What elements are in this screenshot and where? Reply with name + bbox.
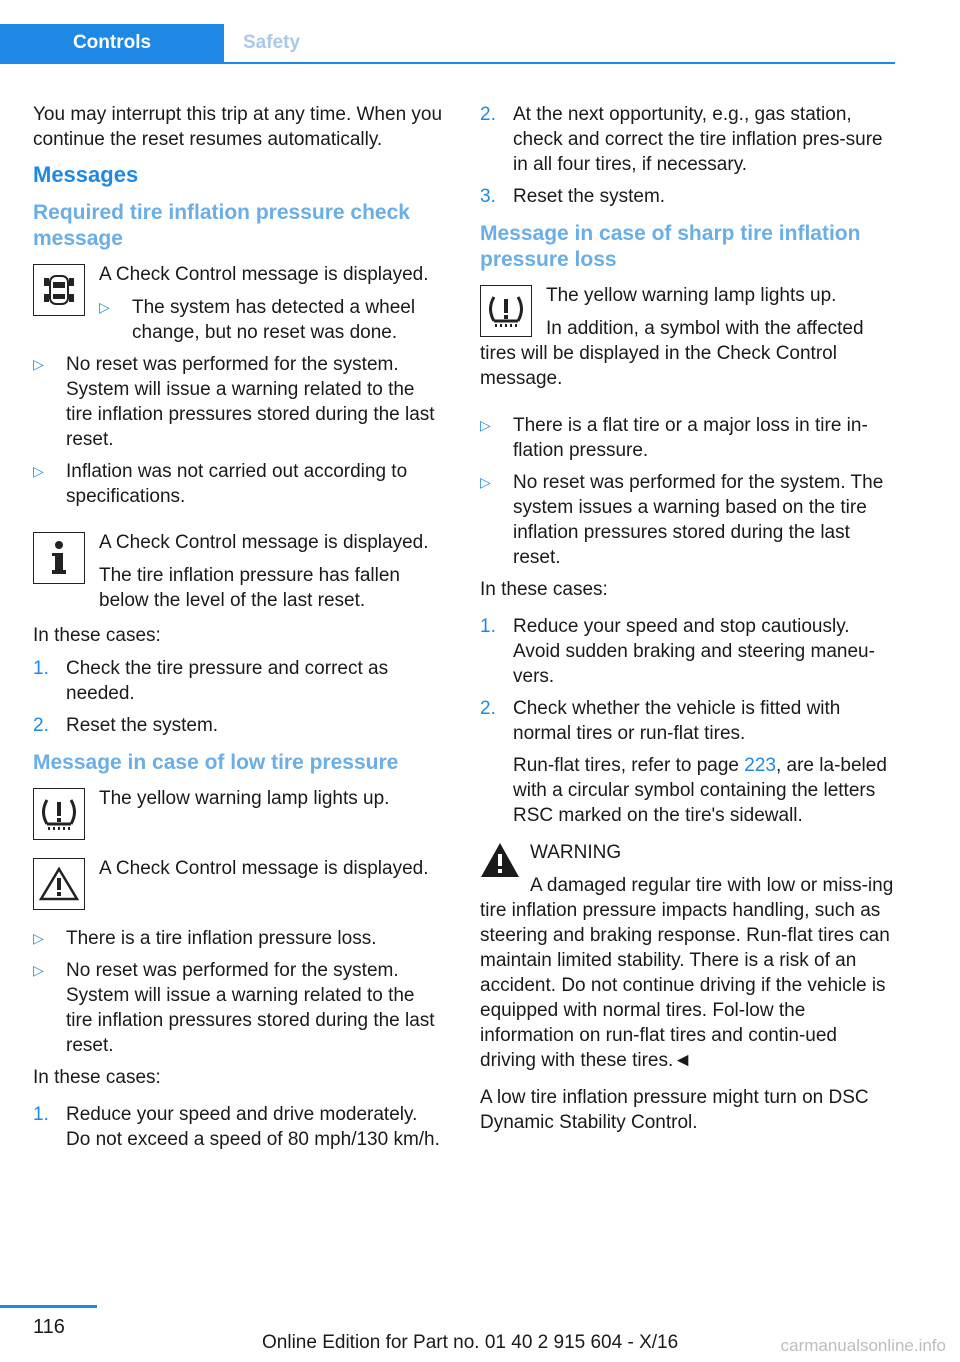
wheel-change-block (33, 262, 445, 345)
number-marker: 2. (480, 698, 496, 719)
cases-label: In these cases: (33, 1067, 161, 1088)
yellow-lamp-text: The yellow warning lamp lights up. (546, 285, 837, 306)
symbol-text: In addition, a symbol with the affected tires will be displayed in the Check Control message. (480, 318, 864, 389)
warning-text: A damaged regular tire with low or miss‐ing tire inflation pressure impacts handling, such as steering and braking response. Run-flat tires can maintain limited stability. There is a risk of an accident. Do not continue driving if the vehicle is equipped with normal tires. Fol‐low the information on run-flat tires and contin‐ued driving with these tires.◄ (480, 875, 894, 1071)
bullet-marker: ▷ (33, 962, 44, 978)
intro-paragraph: You may interrupt this trip at any time. When you continue the reset resumes automatically. (33, 104, 443, 150)
warning-title: WARNING (530, 842, 622, 863)
edition-text: Online Edition for Part no. 01 40 2 915 604 - X/16 (262, 1332, 679, 1353)
warning-lamp-block (33, 786, 445, 842)
number-marker: 1. (480, 616, 496, 637)
left-column (33, 102, 445, 1159)
closing-paragraph: A low tire inflation pressure might turn on DSC Dynamic Stability Control. (480, 1087, 869, 1133)
list-item: 2. Check whether the vehicle is fitted with normal tires or run-flat tires. Run-flat tires, refer to page 223, are la‐beled with a circular symbol containing the letters RSC marked on the tire's sidewall. (480, 696, 896, 828)
warning-triangle-block (33, 856, 445, 912)
tab-safety[interactable]: Safety (242, 32, 301, 53)
sharp-loss-block (480, 283, 896, 399)
number-marker: 1. (33, 1104, 49, 1125)
check-control-text: A Check Control message is displayed. (99, 264, 429, 285)
heading-low-pressure: Message in case of low tire pressure (33, 751, 399, 774)
right-column (480, 102, 896, 1143)
number-marker: 2. (480, 104, 496, 125)
list-item: ▷ Inflation was not carried out according to specifications. (33, 461, 408, 507)
bullet-marker: ▷ (33, 930, 44, 946)
heading-sharp-loss: Message in case of sharp tire inflation pressure loss (480, 222, 861, 271)
check-control-text: A Check Control message is displayed. (99, 858, 429, 879)
tire-pressure-warning-icon (33, 788, 85, 840)
pressure-fallen-text: The tire inflation pressure has fallen below the level of the last reset. (99, 565, 400, 611)
bullet-marker: ▷ (33, 463, 44, 479)
page-link[interactable]: 223 (744, 755, 776, 776)
info-icon (33, 532, 85, 584)
header-tabs (0, 24, 895, 64)
bullet-marker: ▷ (33, 356, 44, 372)
list-item: ▷ No reset was performed for the system. System will issue a warning related to the tire inflation pressures stored during the last reset. (33, 960, 435, 1056)
list-item: 2. At the next opportunity, e.g., gas station, check and correct the tire inflation pres‐sure in all four tires, if necessary. (480, 104, 883, 175)
list-item: 3. Reset the system. (480, 186, 666, 207)
list-item: ▷ No reset was performed for the system. The system issues a warning based on the tire inflation pressures stored during the last reset. (480, 472, 884, 568)
car-tires-icon (33, 264, 85, 316)
bullet-marker: ▷ (480, 474, 491, 490)
page-number: 116 (33, 1316, 65, 1338)
tab-controls[interactable]: Controls (0, 24, 224, 62)
list-item: ▷ The system has detected a wheel change, but no reset was done. (99, 297, 416, 343)
number-marker: 1. (33, 658, 49, 679)
watermark: carmanualsonline.info (780, 1336, 946, 1355)
yellow-lamp-text: The yellow warning lamp lights up. (99, 788, 390, 809)
warning-icon (480, 842, 520, 878)
number-marker: 3. (480, 186, 496, 207)
heading-required-check: Required tire inflation pressure check message (33, 201, 410, 250)
number-marker: 2. (33, 715, 49, 736)
list-item: ▷ There is a tire inflation pressure loss. (33, 928, 377, 949)
bullet-marker: ▷ (480, 417, 491, 433)
list-item: ▷ No reset was performed for the system. System will issue a warning related to the tire inflation pressures stored during the last reset. (33, 354, 435, 450)
list-item: 1. Reduce your speed and drive moderately. Do not exceed a speed of 80 mph/130 km/h. (33, 1104, 440, 1150)
bullet-marker: ▷ (99, 299, 110, 315)
list-item: 1. Reduce your speed and stop cautiously. Avoid sudden braking and steering maneu‐vers. (480, 616, 875, 687)
warning-block (480, 840, 896, 1073)
heading-messages: Messages (33, 162, 139, 187)
list-item: ▷ There is a flat tire or a major loss in tire in‐flation pressure. (480, 415, 868, 461)
info-block (33, 530, 445, 613)
tire-pressure-warning-icon (480, 285, 532, 337)
cases-label: In these cases: (33, 625, 161, 646)
list-item: 2. Reset the system. (33, 715, 219, 736)
warning-triangle-icon (33, 858, 85, 910)
runflat-paragraph: Run-flat tires, refer to page 223, are la‐beled with a circular symbol containing the letters RSC marked on the tire's sidewall. (513, 755, 887, 826)
list-item: 1. Check the tire pressure and correct as needed. (33, 658, 389, 704)
check-control-text: A Check Control message is displayed. (99, 532, 429, 553)
footer-accent-line (0, 1305, 97, 1308)
cases-label: In these cases: (480, 579, 608, 600)
